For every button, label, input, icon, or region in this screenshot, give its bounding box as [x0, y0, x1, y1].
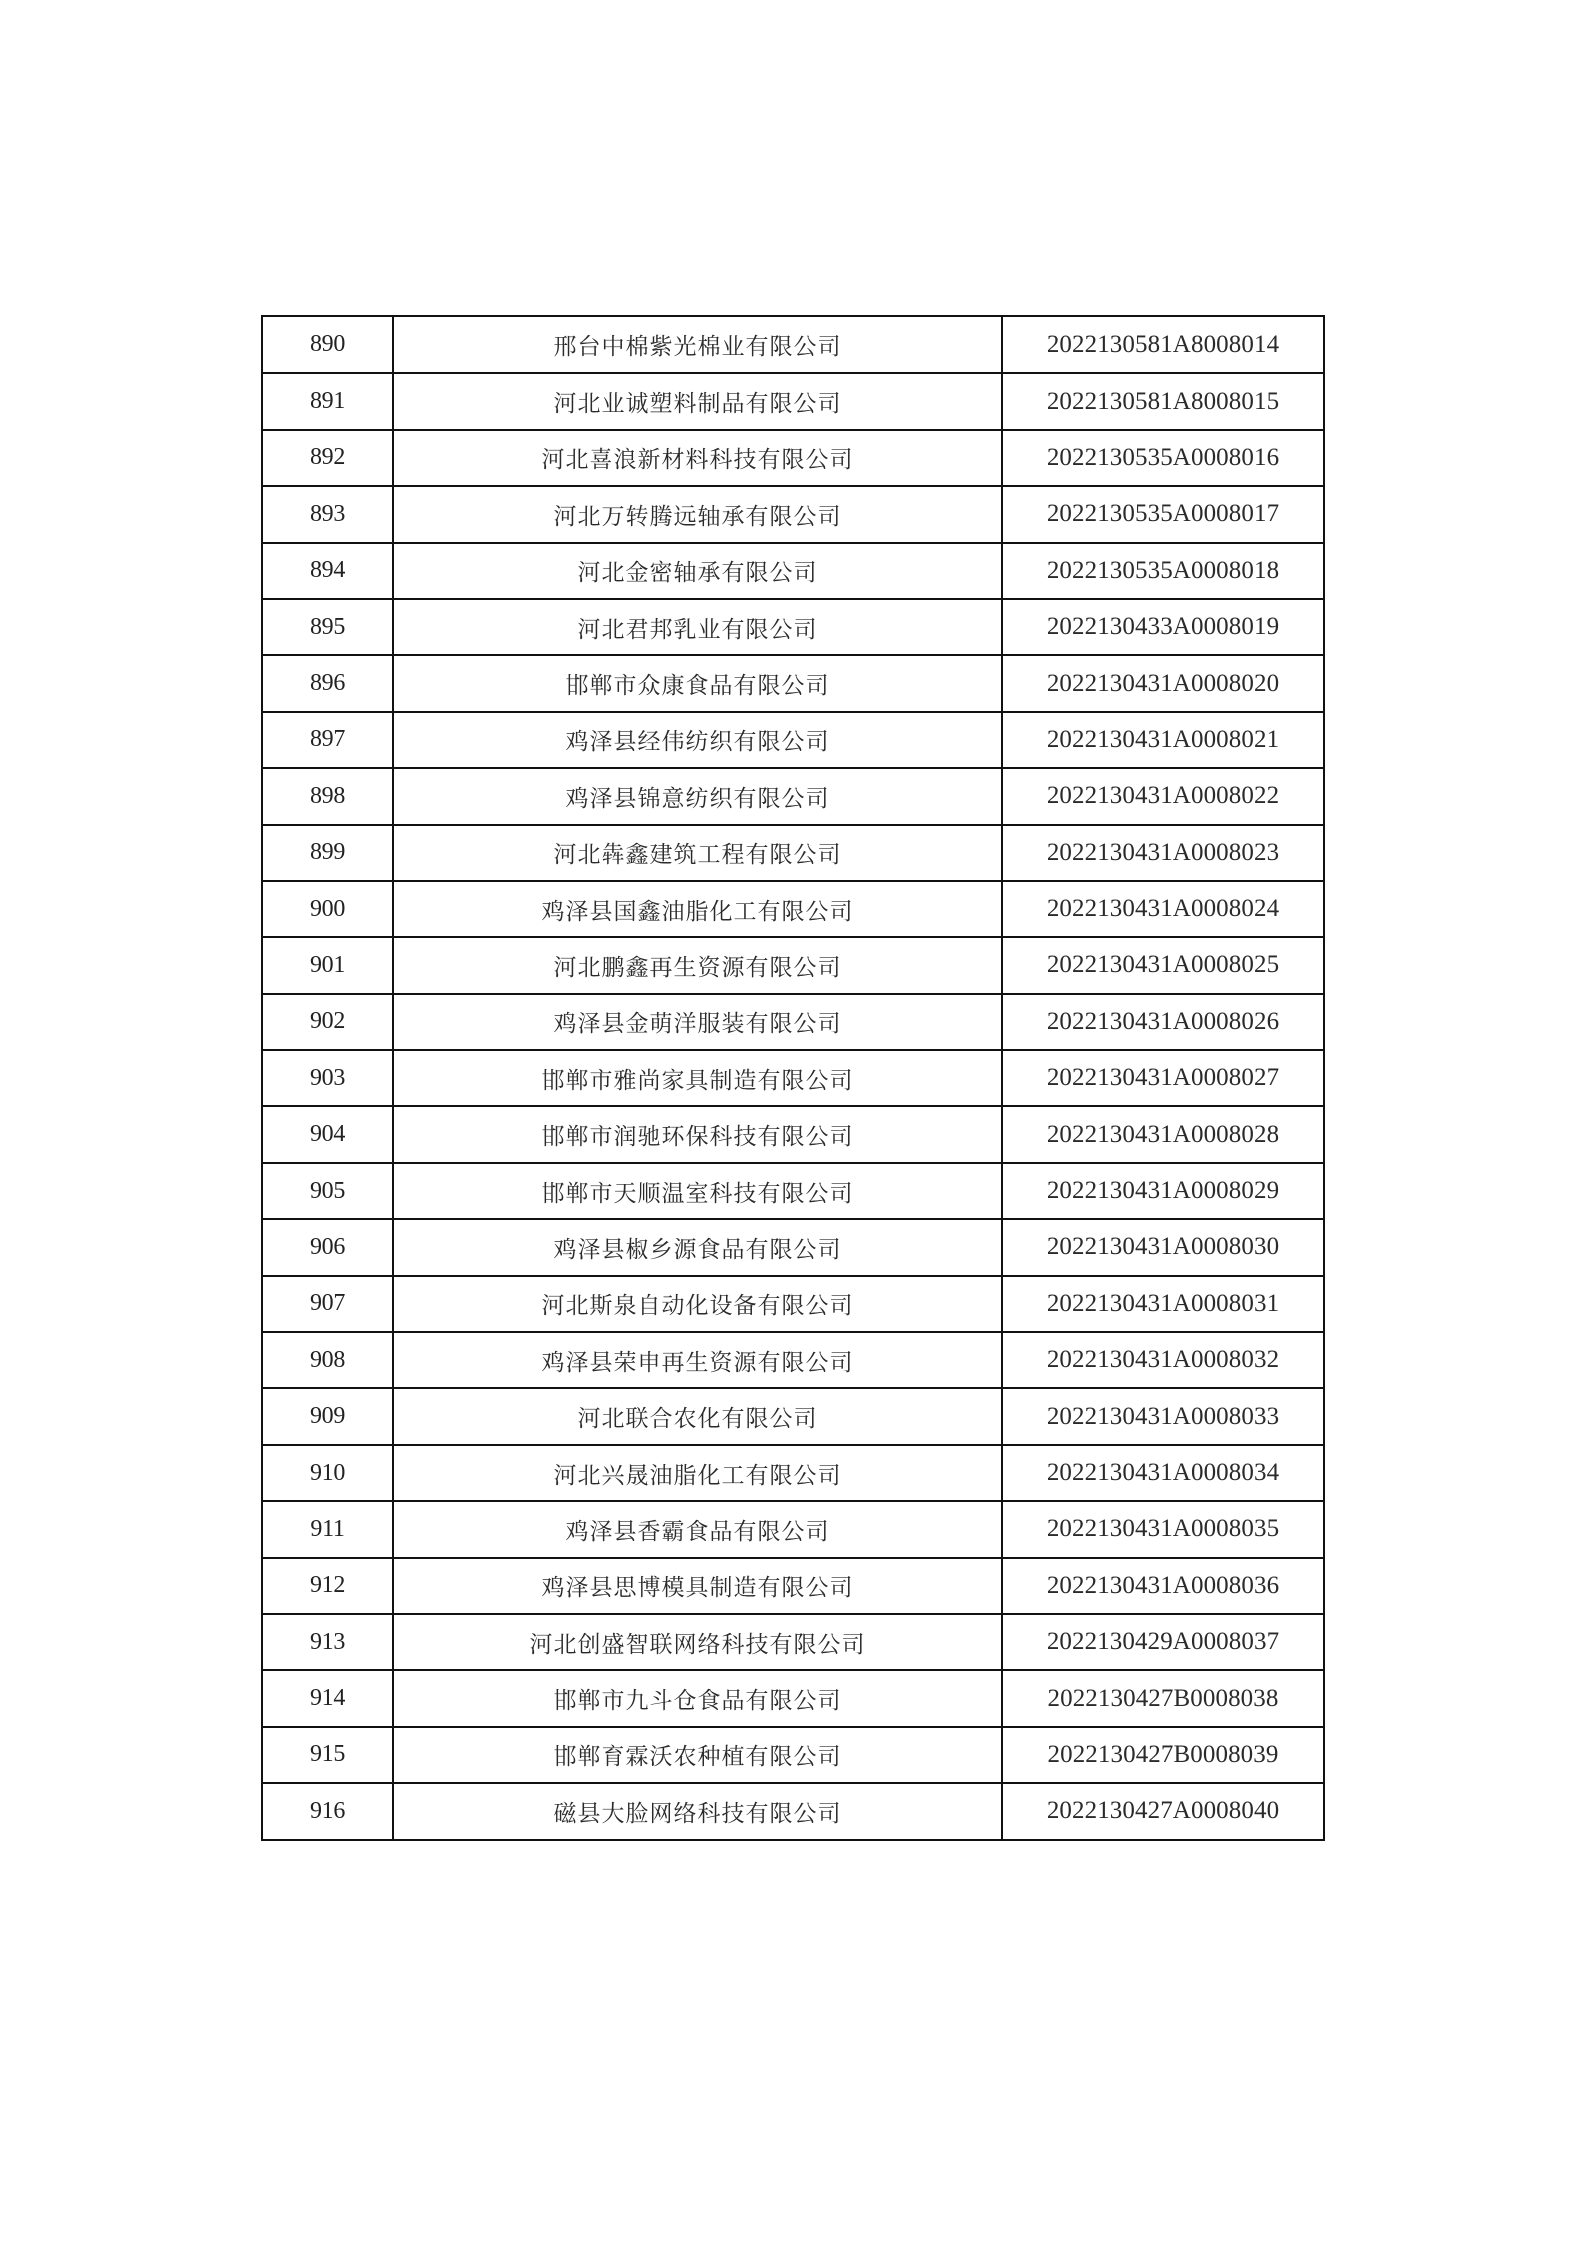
table-row: [263, 1782, 1323, 1838]
company-name-cell: 鸡泽县国鑫油脂化工有限公司: [394, 882, 1003, 936]
table-row: [263, 1726, 1323, 1782]
code-cell: 2022130535A0008017: [1046, 500, 1280, 528]
company-name-cell: 河北斯泉自动化设备有限公司: [394, 1277, 1003, 1331]
code-cell: 2022130535A0008018: [1046, 556, 1280, 584]
seq-cell: 905: [263, 1164, 394, 1218]
company-name-cell: 鸡泽县思博模具制造有限公司: [394, 1559, 1003, 1613]
table-row: [263, 880, 1323, 936]
code-cell: 2022130431A0008030: [1046, 1233, 1280, 1261]
seq-cell: 893: [263, 487, 394, 541]
company-name-cell: 河北联合农化有限公司: [394, 1389, 1003, 1443]
company-name-cell: 河北鹏鑫再生资源有限公司: [394, 938, 1003, 992]
code-cell: 2022130431A0008029: [1046, 1177, 1280, 1205]
code-cell: 2022130427B0008038: [1047, 1684, 1279, 1712]
seq-cell: 908: [263, 1333, 394, 1387]
seq-cell: 902: [263, 995, 394, 1049]
seq-cell: 899: [263, 826, 394, 880]
code-cell: 2022130431A0008036: [1046, 1571, 1280, 1599]
code-cell: 2022130431A0008028: [1046, 1120, 1280, 1148]
table-row: [263, 1275, 1323, 1331]
code-cell: 2022130431A0008024: [1046, 895, 1280, 923]
code-cell: 2022130431A0008032: [1046, 1346, 1280, 1374]
table-row: [263, 993, 1323, 1049]
company-name-cell: 河北君邦乳业有限公司: [394, 600, 1003, 654]
company-name-cell: 河北万转腾远轴承有限公司: [394, 487, 1003, 541]
seq-cell: 911: [263, 1502, 394, 1556]
code-cell: 2022130581A8008015: [1046, 387, 1280, 415]
table-row: [263, 1444, 1323, 1500]
seq-cell: 895: [263, 600, 394, 654]
seq-cell: 914: [263, 1671, 394, 1725]
company-name-cell: 鸡泽县荣申再生资源有限公司: [394, 1333, 1003, 1387]
company-name-cell: 邯郸育霖沃农种植有限公司: [394, 1728, 1003, 1782]
seq-cell: 892: [263, 431, 394, 485]
company-name-cell: 邯郸市润驰环保科技有限公司: [394, 1107, 1003, 1161]
company-name-cell: 河北喜浪新材料科技有限公司: [394, 431, 1003, 485]
seq-cell: 906: [263, 1220, 394, 1274]
code-cell: 2022130431A0008035: [1046, 1515, 1280, 1543]
company-name-cell: 河北金密轴承有限公司: [394, 544, 1003, 598]
company-name-cell: 邯郸市雅尚家具制造有限公司: [394, 1051, 1003, 1105]
seq-cell: 890: [263, 317, 394, 372]
code-cell: 2022130427B0008039: [1047, 1740, 1279, 1768]
code-cell: 2022130431A0008026: [1046, 1007, 1280, 1035]
table-row: [263, 1049, 1323, 1105]
seq-cell: 896: [263, 656, 394, 710]
seq-cell: 904: [263, 1107, 394, 1161]
company-name-cell: 河北创盛智联网络科技有限公司: [394, 1615, 1003, 1669]
code-cell: 2022130431A0008020: [1046, 669, 1280, 697]
seq-cell: 901: [263, 938, 394, 992]
company-name-cell: 鸡泽县经伟纺织有限公司: [394, 713, 1003, 767]
table-row: [263, 317, 1323, 372]
table-row: [263, 429, 1323, 485]
code-cell: 2022130431A0008027: [1046, 1064, 1280, 1092]
seq-cell: 916: [263, 1784, 394, 1838]
table-row: [263, 1500, 1323, 1556]
table-row: [263, 542, 1323, 598]
table-row: [263, 1669, 1323, 1725]
company-name-cell: 鸡泽县香霸食品有限公司: [394, 1502, 1003, 1556]
company-name-cell: 河北犇鑫建筑工程有限公司: [394, 826, 1003, 880]
company-name-cell: 河北兴晟油脂化工有限公司: [394, 1446, 1003, 1500]
table-row: [263, 1557, 1323, 1613]
company-list-table: [261, 315, 1325, 1841]
seq-cell: 900: [263, 882, 394, 936]
company-name-cell: 鸡泽县椒乡源食品有限公司: [394, 1220, 1003, 1274]
code-cell: 2022130581A8008014: [1046, 330, 1280, 358]
code-cell: 2022130431A0008021: [1046, 725, 1280, 753]
company-name-cell: 磁县大脸网络科技有限公司: [394, 1784, 1003, 1838]
table-row: [263, 1613, 1323, 1669]
company-name-cell: 邯郸市众康食品有限公司: [394, 656, 1003, 710]
seq-cell: 913: [263, 1615, 394, 1669]
code-cell: 2022130431A0008025: [1046, 951, 1280, 979]
table-row: [263, 1105, 1323, 1161]
code-cell: 2022130431A0008033: [1046, 1402, 1280, 1430]
table-row: [263, 1218, 1323, 1274]
table-row: [263, 711, 1323, 767]
code-cell: 2022130431A0008022: [1046, 782, 1280, 810]
table-row: [263, 372, 1323, 428]
seq-cell: 915: [263, 1728, 394, 1782]
table-row: [263, 1387, 1323, 1443]
table-row: [263, 485, 1323, 541]
code-cell: 2022130535A0008016: [1046, 443, 1280, 471]
table-row: [263, 1331, 1323, 1387]
seq-cell: 909: [263, 1389, 394, 1443]
code-cell: 2022130429A0008037: [1046, 1628, 1280, 1656]
company-name-cell: 邯郸市九斗仓食品有限公司: [394, 1671, 1003, 1725]
code-cell: 2022130431A0008034: [1046, 1459, 1280, 1486]
company-name-cell: 鸡泽县锦意纺织有限公司: [394, 769, 1003, 823]
code-cell: 2022130427A0008040: [1046, 1797, 1280, 1825]
table-row: [263, 824, 1323, 880]
company-name-cell: 邢台中棉紫光棉业有限公司: [394, 317, 1003, 372]
company-name-cell: 鸡泽县金萌洋服装有限公司: [394, 995, 1003, 1049]
seq-cell: 897: [263, 713, 394, 767]
table-row: [263, 936, 1323, 992]
company-name-cell: 河北业诚塑料制品有限公司: [394, 374, 1003, 428]
code-cell: 2022130431A0008031: [1046, 1289, 1280, 1317]
table-row: [263, 767, 1323, 823]
seq-cell: 898: [263, 769, 394, 823]
table-row: [263, 1162, 1323, 1218]
code-cell: 2022130433A0008019: [1046, 613, 1280, 641]
seq-cell: 912: [263, 1559, 394, 1613]
seq-cell: 907: [263, 1277, 394, 1331]
seq-cell: 910: [263, 1446, 394, 1500]
code-cell: 2022130431A0008023: [1046, 838, 1280, 866]
table-row: [263, 654, 1323, 710]
company-name-cell: 邯郸市天顺温室科技有限公司: [394, 1164, 1003, 1218]
seq-cell: 903: [263, 1051, 394, 1105]
table-row: [263, 598, 1323, 654]
seq-cell: 891: [263, 374, 394, 428]
seq-cell: 894: [263, 544, 394, 598]
